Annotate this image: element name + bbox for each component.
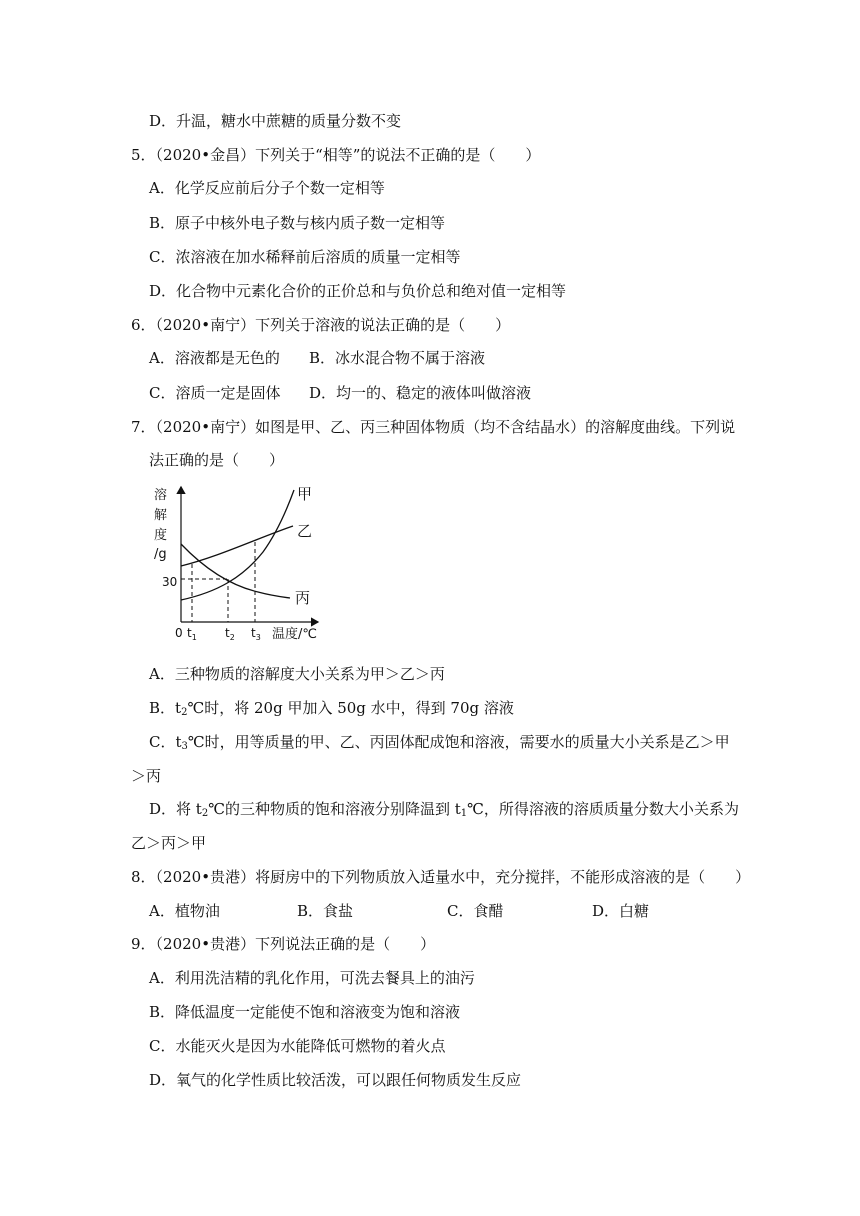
y-label-char-3: 度 (154, 528, 168, 543)
x-origin-label: 0 (175, 626, 183, 640)
y-tick-30: 30 (162, 575, 178, 589)
q7-option-d: D．将 $t_2℃$的三种物质的饱和溶液分别降温到 $t_1℃$，所得溶液的溶质质量分数大小关系为 (149, 800, 739, 819)
q7-option-d-cont: 乙＞丙＞甲 (131, 834, 207, 852)
q6-stem: 6．（2020•南宁）下列关于溶液的说法正确的是（ ） (131, 316, 511, 334)
q8-option-c: C．食醋 (447, 902, 504, 920)
q5-option-b: B．原子中核外电子数与核内质子数一定相等 (149, 214, 446, 232)
x-axis-label: 温度/℃ (272, 627, 317, 642)
q5-option-a: A．化学反应前后分子个数一定相等 (149, 179, 385, 197)
q9-option-b: B．降低温度一定能使不饱和溶液变为饱和溶液 (149, 1003, 461, 1021)
q5-option-c: C．浓溶液在加水稀释前后溶质的质量一定相等 (149, 248, 461, 266)
solubility-curve-graph (148, 482, 328, 647)
q8-option-a: A．植物油 (149, 902, 220, 920)
series-label-jia: 甲 (297, 485, 313, 503)
q6-option-c: C．溶质一定是固体 (149, 384, 281, 402)
q8-option-b: B．食盐 (297, 902, 354, 920)
q7-option-c: C．$t_3℃$时，用等质量的甲、乙、丙固体配成饱和溶液，需要水的质量大小关系是乙＞甲 (149, 733, 730, 752)
q7-stem-line1: 7．（2020•南宁）如图是甲、乙、丙三种固体物质（均不含结晶水）的溶解度曲线。下列说 (131, 418, 736, 436)
q5-stem: 5．（2020•金昌）下列关于“相等”的说法不正确的是（ ） (131, 146, 541, 164)
q7-option-c-cont: ＞丙 (131, 767, 162, 785)
x-tick-t1: $t_1$ (187, 626, 197, 642)
curve-jia (181, 490, 294, 600)
series-label-bing: 丙 (295, 589, 311, 607)
q7-option-b: B．$t_2℃$时，将 20g 甲加入 50g 水中，得到 70g 溶液 (149, 699, 514, 718)
y-label-char-1: 溶 (154, 488, 168, 503)
q7-stem-line2: 法正确的是（ ） (149, 451, 285, 469)
q9-option-a: A．利用洗洁精的乳化作用，可洗去餐具上的油污 (149, 969, 475, 987)
q4-option-d: D．升温，糖水中蔗糖的质量分数不变 (149, 112, 402, 130)
q5-option-d: D．化合物中元素化合价的正价总和与负价总和绝对值一定相等 (149, 282, 567, 300)
q7-option-a: A．三种物质的溶解度大小关系为甲＞乙＞丙 (149, 665, 445, 683)
series-label-yi: 乙 (297, 522, 313, 540)
q6-option-b: B．冰水混合物不属于溶液 (309, 349, 486, 367)
q8-option-d: D．白糖 (592, 902, 650, 920)
x-tick-t2: $t_2$ (225, 626, 235, 642)
q6-option-a: A．溶液都是无色的 (149, 349, 280, 367)
q8-stem: 8．（2020•贵港）将厨房中的下列物质放入适量水中，充分搅拌，不能形成溶液的是（ ） (131, 868, 751, 886)
x-tick-t3: $t_3$ (251, 626, 261, 642)
q9-option-d: D．氧气的化学性质比较活泼，可以跟任何物质发生反应 (149, 1071, 522, 1089)
q9-option-c: C．水能灭火是因为水能降低可燃物的着火点 (149, 1037, 446, 1055)
q6-option-d: D．均一的、稳定的液体叫做溶液 (309, 384, 532, 402)
curve-bing (181, 544, 290, 598)
q9-stem: 9．（2020•贵港）下列说法正确的是（ ） (131, 935, 436, 953)
y-label-char-2: 解 (154, 508, 168, 523)
y-label-char-4: /g (154, 547, 167, 562)
